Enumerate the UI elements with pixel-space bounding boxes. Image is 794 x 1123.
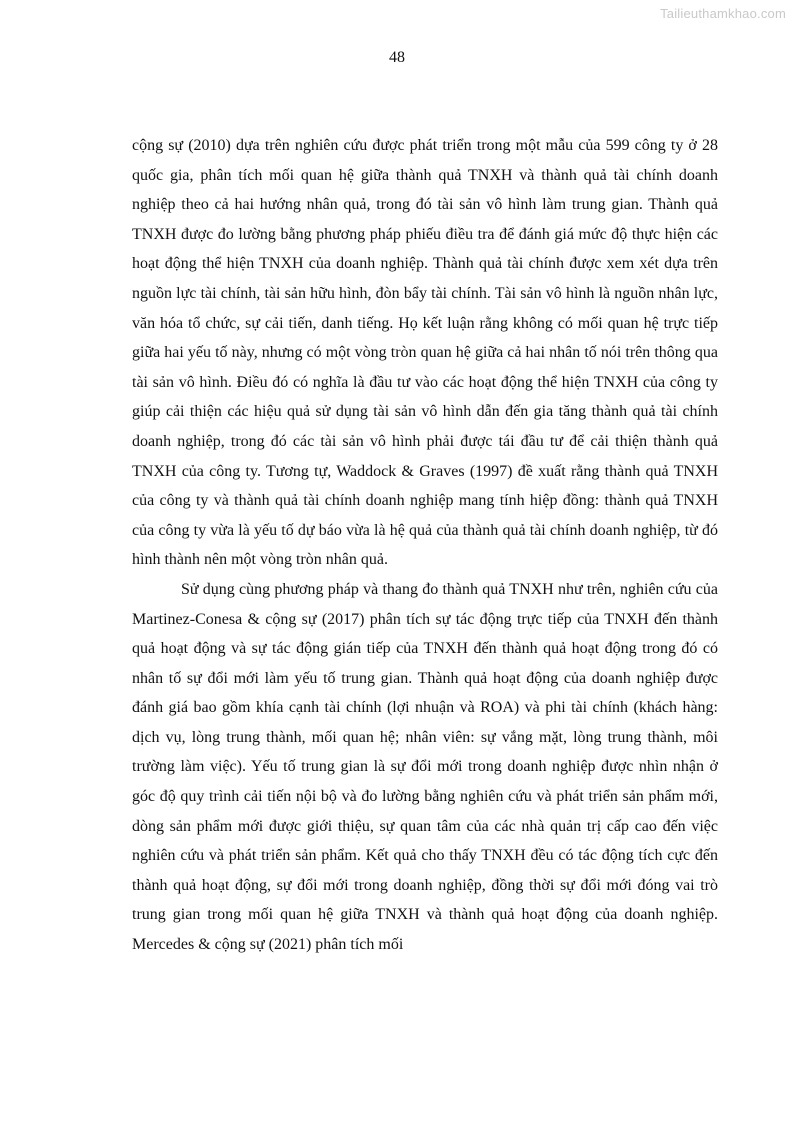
paragraph-1: cộng sự (2010) dựa trên nghiên cứu được phát triển trong một mẫu của 599 công ty ở 28 quốc gia, phân tích mối quan hệ giữa thành quả TNXH và thành quả tài chính doanh nghiệp theo cả hai hướng nhân quả, trong đó tài sản vô hình làm trung gian. Thành quả TNXH được đo lường bằng phương pháp phiếu điều tra để đánh giá mức độ thực hiện các hoạt động thể hiện TNXH của doanh nghiệp. Thành quả tài chính được xem xét dựa trên nguồn lực tài chính, tài sản hữu hình, đòn bẩy tài chính. Tài sản vô hình là nguồn nhân lực, văn hóa tổ chức, sự cải tiến, danh tiếng. Họ kết luận rằng không có mối quan hệ trực tiếp giữa hai yếu tố này, nhưng có một vòng tròn quan hệ giữa cả hai nhân tố nói trên thông qua tài sản vô hình. Điều đó có nghĩa là đầu tư vào các hoạt động thể hiện TNXH của công ty giúp cải thiện các hiệu quả sử dụng tài sản vô hình dẫn đến gia tăng thành quả tài chính doanh nghiệp, trong đó các tài sản vô hình phải được tái đầu tư để cải thiện thành quả TNXH của công ty. Tương tự, Waddock & Graves (1997) đề xuất rằng thành quả TNXH của công ty và thành quả tài chính doanh nghiệp mang tính hiệp đồng: thành quả TNXH của công ty vừa là yếu tố dự báo vừa là hệ quả của thành quả tài chính doanh nghiệp, từ đó hình thành nên một vòng tròn nhân quả.	[132, 137, 718, 569]
document-body	[132, 131, 718, 960]
paragraph-2: Sử dụng cùng phương pháp và thang đo thành quả TNXH như trên, nghiên cứu của Martinez-Conesa & cộng sự (2017) phân tích sự tác động trực tiếp của TNXH đến thành quả hoạt động và sự tác động gián tiếp của TNXH đến thành quả hoạt động trong đó có nhân tố sự đổi mới làm yếu tố trung gian. Thành quả hoạt động của doanh nghiệp được đánh giá bao gồm khía cạnh tài chính (lợi nhuận và ROA) và phi tài chính (khách hàng: dịch vụ, lòng trung thành, mối quan hệ; nhân viên: sự vắng mặt, lòng trung thành, môi trường làm việc). Yếu tố trung gian là sự đổi mới trong doanh nghiệp được nhìn nhận ở góc độ quy trình cải tiến nội bộ và đo lường bằng nghiên cứu và phát triển sản phẩm mới, dòng sản phẩm mới được giới thiệu, sự quan tâm của các nhà quản trị cấp cao đến việc nghiên cứu và phát triển sản phẩm. Kết quả cho thấy TNXH đều có tác động tích cực đến thành quả hoạt động, sự đổi mới trong doanh nghiệp, đồng thời sự đổi mới đóng vai trò trung gian trong mối quan hệ giữa TNXH và thành quả hoạt động của doanh nghiệp. Mercedes & cộng sự (2021) phân tích mối	[132, 580, 718, 954]
page-number: 48	[389, 49, 405, 66]
watermark: Tailieuthamkhao.com	[660, 6, 786, 21]
